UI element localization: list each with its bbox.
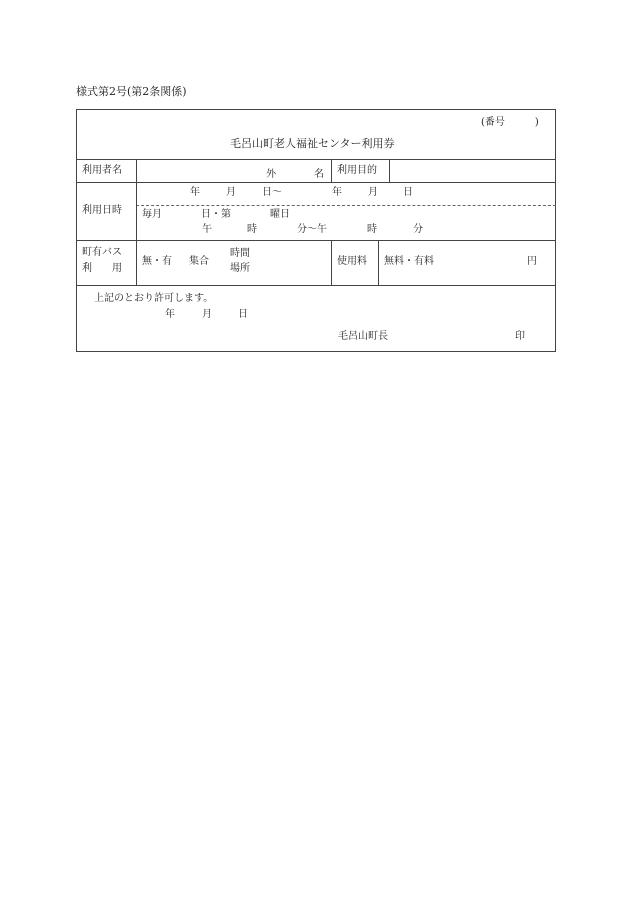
permission-year-label: 年 <box>165 309 175 320</box>
column-divider <box>136 159 137 285</box>
meeting-place-label: 場所 <box>230 263 250 274</box>
monthly-label: 毎月 <box>142 209 162 220</box>
end-month-label: 月 <box>368 187 378 198</box>
start-minute-label: 分〜午 <box>297 224 327 235</box>
issuer-name: 毛呂山町長 <box>338 331 388 342</box>
column-divider <box>378 240 379 285</box>
purpose-label: 利用目的 <box>337 165 377 176</box>
fee-unit: 円 <box>527 256 537 267</box>
ticket-number-field: (番号 ) <box>481 117 539 128</box>
user-others-label: 外 <box>266 169 276 180</box>
permission-month-label: 月 <box>202 309 212 320</box>
user-count-label: 名 <box>314 169 324 180</box>
end-hour-label: 時 <box>367 224 377 235</box>
row-divider <box>76 159 556 160</box>
end-minute-label: 分 <box>413 224 423 235</box>
seal-mark: 印 <box>515 331 525 342</box>
start-year-label: 年 <box>190 187 200 198</box>
row-divider <box>76 182 556 183</box>
ticket-title: 毛呂山町老人福祉センター利用券 <box>230 137 395 150</box>
start-hour-label: 時 <box>247 224 257 235</box>
row-divider <box>76 285 556 286</box>
bus-options: 無・有 <box>142 256 172 267</box>
end-year-label: 年 <box>332 187 342 198</box>
column-divider <box>331 159 332 182</box>
weekday-label: 曜日 <box>270 209 290 220</box>
start-month-label: 月 <box>226 187 236 198</box>
bus-label: 町有バス <box>82 247 122 258</box>
dashed-divider <box>136 205 556 206</box>
start-ampm-label: 午 <box>202 224 212 235</box>
meeting-time-label: 時間 <box>230 248 250 259</box>
row-divider <box>76 240 556 241</box>
datetime-label: 利用日時 <box>82 205 122 216</box>
user-name-label: 利用者名 <box>82 165 122 176</box>
permission-text: 上記のとおり許可します。 <box>94 293 214 304</box>
start-day-label: 日〜 <box>262 187 282 198</box>
permission-day-label: 日 <box>238 309 248 320</box>
end-day-label: 日 <box>403 187 413 198</box>
column-divider <box>389 159 390 182</box>
form-number-label: 様式第2号(第2条関係) <box>76 85 187 98</box>
meeting-label: 集合 <box>189 256 209 267</box>
day-nth-label: 日・第 <box>201 209 231 220</box>
bus-label-use: 利 用 <box>82 263 122 274</box>
column-divider <box>331 240 332 285</box>
fee-options: 無料・有料 <box>384 256 434 267</box>
fee-label: 使用料 <box>337 256 367 267</box>
